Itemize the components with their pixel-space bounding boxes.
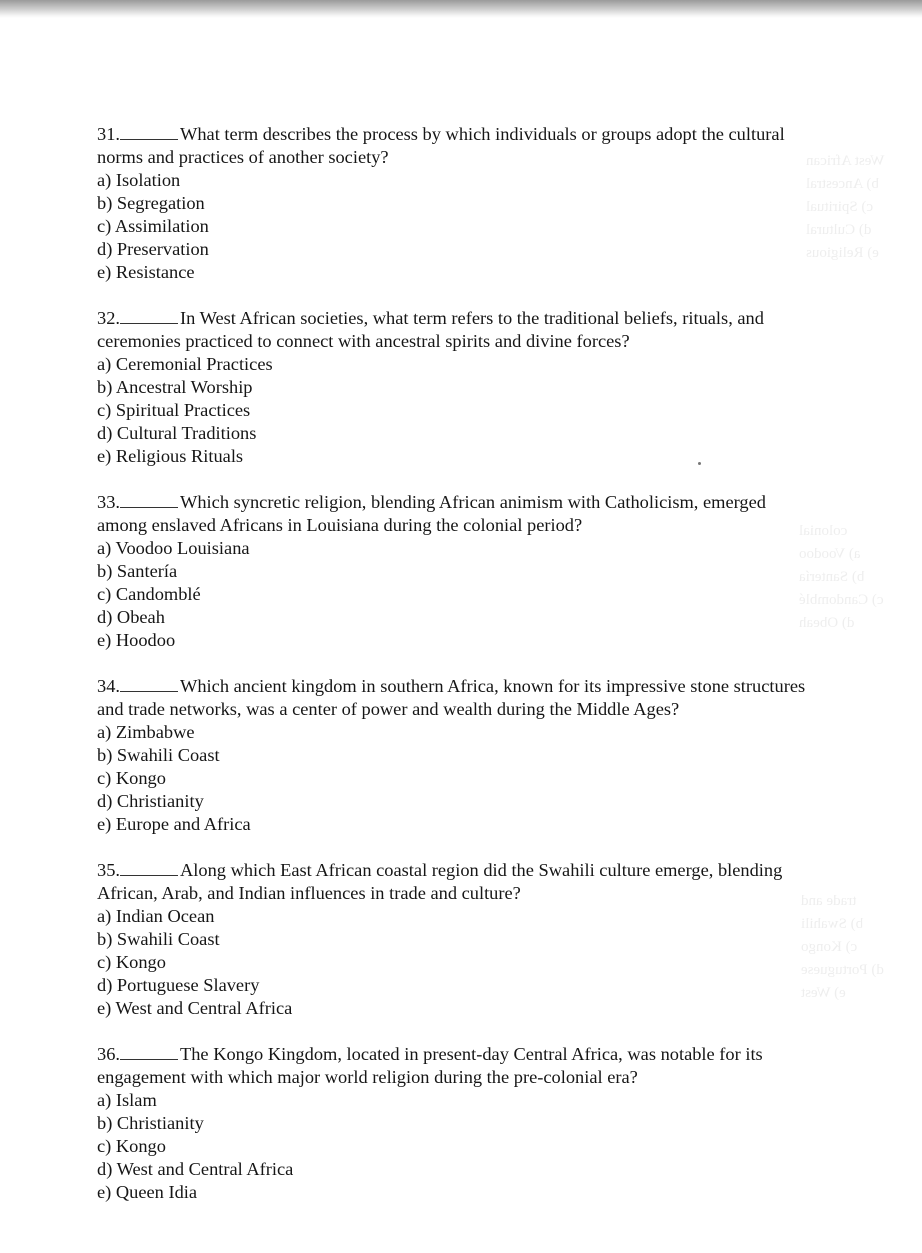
bleed-through-text: colonial a) Voodoo b) Santería c) Candomblé d) Obeah	[799, 523, 884, 631]
option-d: d) Christianity	[97, 791, 204, 811]
option-a: a) Zimbabwe	[97, 722, 195, 742]
question-text-line1: In West African societies, what term refers to the traditional beliefs, rituals, and	[180, 308, 764, 328]
option-b: b) Christianity	[97, 1113, 204, 1133]
question-35	[97, 859, 887, 1020]
option-e: e) Europe and Africa	[97, 814, 251, 834]
option-d: d) Obeah	[97, 607, 165, 627]
question-number: 33.	[97, 492, 120, 512]
answer-blank[interactable]	[120, 1044, 178, 1060]
option-a: a) Voodoo Louisiana	[97, 538, 250, 558]
question-text-line2: and trade networks, was a center of power and wealth during the Middle Ages?	[97, 699, 680, 719]
question-text-line1: Which ancient kingdom in southern Africa, known for its impressive stone structures	[180, 676, 806, 696]
option-d: d) Portuguese Slavery	[97, 975, 260, 995]
question-text-line1: The Kongo Kingdom, located in present-day Central Africa, was notable for its	[180, 1044, 763, 1064]
option-a: a) Isolation	[97, 170, 181, 190]
option-a: a) Indian Ocean	[97, 906, 215, 926]
question-stem	[97, 307, 887, 353]
option-d: d) Preservation	[97, 239, 209, 259]
bleed-through-text: West African b) Ancestral c) Spiritual d) Cultural e) Religious	[805, 153, 884, 261]
question-31	[97, 123, 887, 284]
option-a: a) Islam	[97, 1090, 157, 1110]
question-stem	[97, 123, 887, 169]
option-b: b) Swahili Coast	[97, 929, 220, 949]
quiz-sheet	[97, 123, 887, 1227]
option-c: c) Kongo	[97, 952, 166, 972]
question-stem	[97, 491, 887, 537]
scan-top-shadow	[0, 0, 922, 18]
question-number: 34.	[97, 676, 120, 696]
option-a: a) Ceremonial Practices	[97, 354, 273, 374]
answer-blank[interactable]	[120, 860, 178, 876]
option-b: b) Ancestral Worship	[97, 377, 253, 397]
option-c: c) Kongo	[97, 768, 166, 788]
question-33	[97, 491, 887, 652]
question-number: 36.	[97, 1044, 120, 1064]
question-text-line2: norms and practices of another society?	[97, 147, 389, 167]
option-e: e) Resistance	[97, 262, 195, 282]
option-d: d) West and Central Africa	[97, 1159, 294, 1179]
option-e: e) Religious Rituals	[97, 446, 244, 466]
question-stem	[97, 859, 887, 905]
question-stem	[97, 1043, 887, 1089]
option-c: c) Candomblé	[97, 584, 201, 604]
option-c: c) Spiritual Practices	[97, 400, 251, 420]
question-text-line1: Which syncretic religion, blending African animism with Catholicism, emerged	[180, 492, 766, 512]
answer-blank[interactable]	[120, 676, 178, 692]
option-c: c) Kongo	[97, 1136, 166, 1156]
answer-blank[interactable]	[120, 124, 178, 140]
option-b: b) Swahili Coast	[97, 745, 220, 765]
question-number: 35.	[97, 860, 120, 880]
question-number: 31.	[97, 124, 120, 144]
question-text-line2: among enslaved Africans in Louisiana during the colonial period?	[97, 515, 583, 535]
question-32	[97, 307, 887, 468]
option-e: e) Queen Idia	[97, 1182, 198, 1202]
option-e: e) West and Central Africa	[97, 998, 293, 1018]
option-e: e) Hoodoo	[97, 630, 176, 650]
answer-blank[interactable]	[120, 492, 178, 508]
question-stem	[97, 675, 887, 721]
option-b: b) Santería	[97, 561, 178, 581]
question-text-line2: African, Arab, and Indian influences in trade and culture?	[97, 883, 521, 903]
answer-blank[interactable]	[120, 308, 178, 324]
bleed-through-text: trade and b) Swahili c) Kongo d) Portuguese e) West	[801, 893, 884, 1001]
question-text-line1: What term describes the process by which individuals or groups adopt the cultural	[180, 124, 785, 144]
question-text-line1: Along which East African coastal region did the Swahili culture emerge, blending	[180, 860, 783, 880]
option-d: d) Cultural Traditions	[97, 423, 257, 443]
option-b: b) Segregation	[97, 193, 205, 213]
question-34	[97, 675, 887, 836]
question-text-line2: ceremonies practiced to connect with ancestral spirits and divine forces?	[97, 331, 630, 351]
option-c: c) Assimilation	[97, 216, 209, 236]
question-36	[97, 1043, 887, 1204]
question-number: 32.	[97, 308, 120, 328]
question-text-line2: engagement with which major world religion during the pre-colonial era?	[97, 1067, 638, 1087]
